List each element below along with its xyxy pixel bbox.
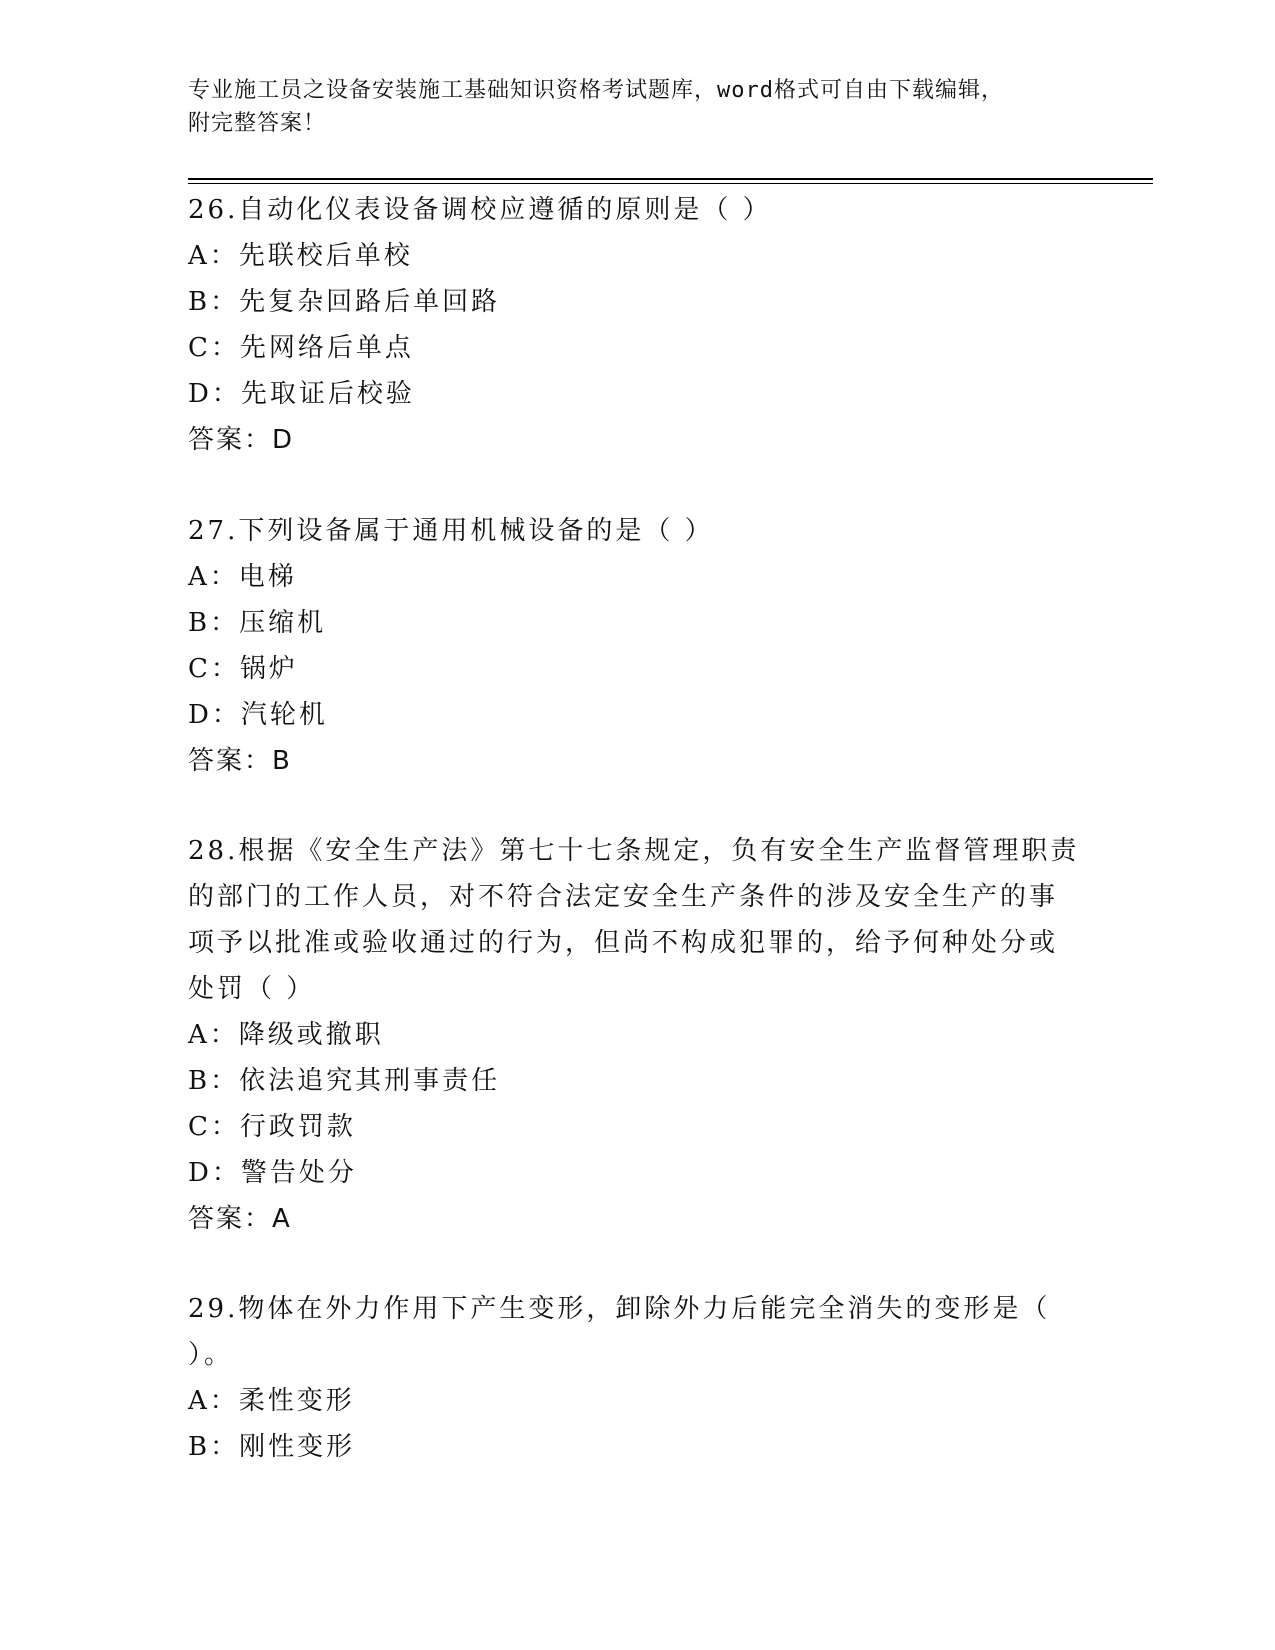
option-a: A：先联校后单校: [188, 241, 413, 271]
document-header: [188, 74, 1088, 140]
header-divider-thin: [188, 183, 1153, 184]
question-stem-line-3: 项予以批准或验收通过的行为，但尚不构成犯罪的，给予何种处分或: [188, 928, 1059, 958]
question-stem-line-2: ）。: [188, 1340, 234, 1370]
option-b: B：依法追究其刑事责任: [188, 1066, 501, 1096]
option-b: B：刚性变形: [188, 1432, 356, 1462]
option-d: D：警告处分: [188, 1158, 357, 1188]
option-c: C：锅炉: [188, 654, 298, 684]
option-c: C：先网络后单点: [188, 333, 414, 363]
option-b: B：压缩机: [188, 608, 327, 638]
question-28: [188, 828, 1088, 1242]
header-line-2: 附完整答案！: [188, 111, 327, 136]
answer: 答案：B: [188, 746, 292, 776]
option-a: A：电梯: [188, 562, 297, 592]
option-a: A：降级或撤职: [188, 1020, 384, 1050]
question-26: [188, 187, 1088, 463]
question-29: [188, 1286, 1088, 1470]
question-stem: 26.自动化仪表设备调校应遵循的原则是（ ）: [188, 195, 772, 225]
option-d: D：汽轮机: [188, 700, 328, 730]
question-stem-line-1: 28.根据《安全生产法》第七十七条规定，负有安全生产监督管理职责: [188, 836, 1080, 866]
question-stem-line-1: 29.物体在外力作用下产生变形，卸除外力后能完全消失的变形是（: [188, 1294, 1051, 1324]
answer: 答案：A: [188, 1204, 292, 1234]
option-a: A：柔性变形: [188, 1386, 355, 1416]
question-stem-line-4: 处罚（ ）: [188, 974, 316, 1004]
option-b: B：先复杂回路后单回路: [188, 287, 501, 317]
question-27: [188, 508, 1088, 784]
question-stem-line-2: 的部门的工作人员，对不符合法定安全生产条件的涉及安全生产的事: [188, 882, 1059, 912]
answer: 答案：D: [188, 425, 295, 455]
header-divider-thick: [188, 178, 1153, 180]
question-stem: 27.下列设备属于通用机械设备的是（ ）: [188, 516, 714, 546]
option-c: C：行政罚款: [188, 1112, 356, 1142]
option-d: D：先取证后校验: [188, 379, 415, 409]
header-line-1: 专业施工员之设备安装施工基础知识资格考试题库，word格式可自由下载编辑，: [188, 78, 1004, 103]
